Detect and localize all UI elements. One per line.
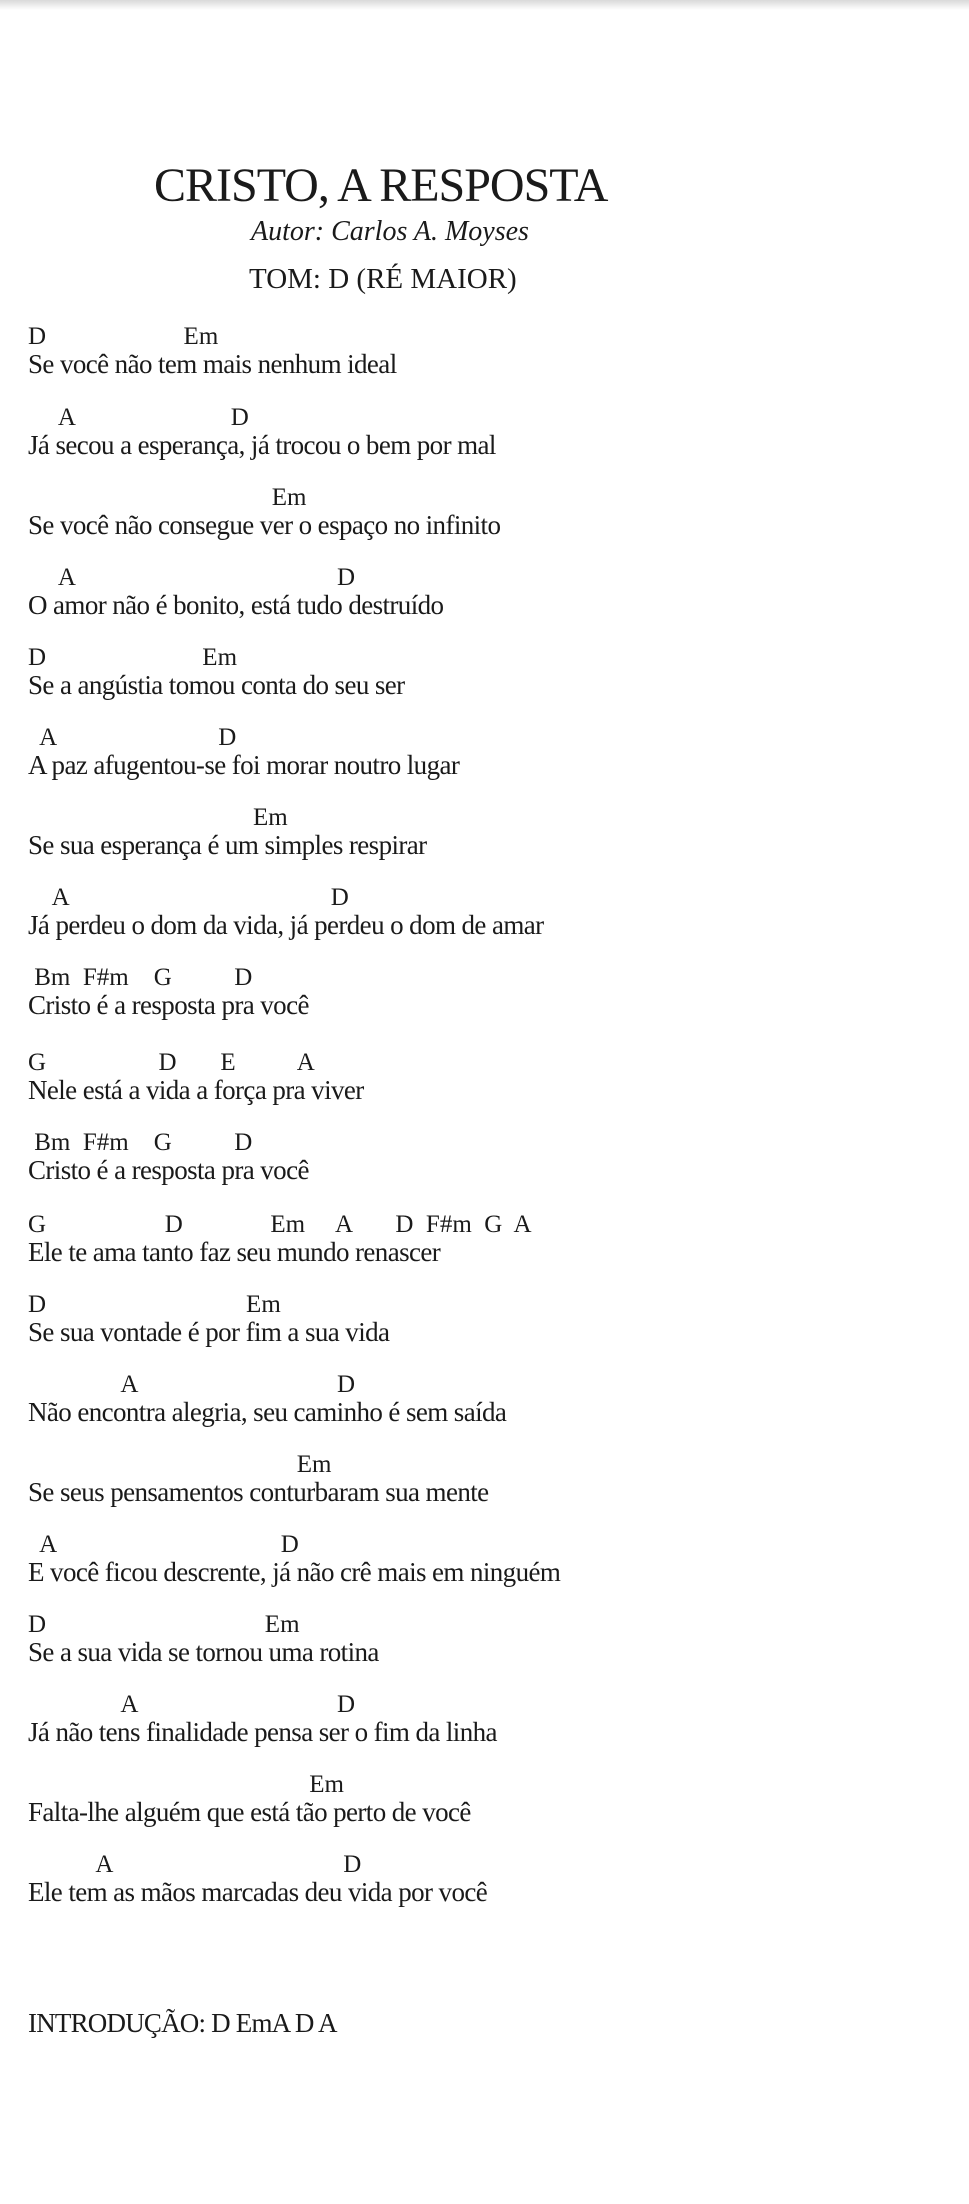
verse-line — [28, 1692, 928, 1752]
chord-line: A D — [28, 1531, 299, 1558]
chord-line: A D — [28, 564, 356, 591]
chord-line: A D — [28, 884, 349, 911]
chord-line: A D — [28, 1691, 356, 1718]
lyric-line: A paz afugentou-se foi morar noutro lugar — [28, 750, 460, 780]
chorus-line — [28, 1050, 928, 1110]
lyric-line: Já perdeu o dom da vida, já perdeu o dom de amar — [28, 910, 544, 940]
chorus-line — [28, 965, 928, 1025]
chorus-line — [28, 1212, 928, 1272]
chord-line: G D Em A D F#m G A — [28, 1211, 532, 1238]
lyric-line: Se a sua vida se tornou uma rotina — [28, 1637, 379, 1667]
lyric-line: Falta-lhe alguém que está tão perto de você — [28, 1797, 471, 1827]
verse-line — [28, 645, 928, 705]
verse-line — [28, 1772, 928, 1832]
chord-line: A D — [28, 404, 249, 431]
chord-line: D Em — [28, 1291, 281, 1318]
lyric-line: Não encontra alegria, seu caminho é sem saída — [28, 1397, 507, 1427]
chorus-line — [28, 1130, 928, 1190]
lyric-line: Ele tem as mãos marcadas deu vida por você — [28, 1877, 488, 1907]
lyric-line: O amor não é bonito, está tudo destruído — [28, 590, 444, 620]
verse-line — [28, 885, 928, 945]
verse-line — [28, 725, 928, 785]
lyric-line: Se você não tem mais nenhum ideal — [28, 349, 397, 379]
chord-line: Em — [28, 484, 307, 511]
chord-line: Em — [28, 1771, 344, 1798]
chord-line: G D E A — [28, 1049, 315, 1076]
chord-line: A D — [28, 724, 237, 751]
chord-line: D Em — [28, 1611, 300, 1638]
verse-line — [28, 1372, 928, 1432]
lyric-line: Se sua esperança é um simples respirar — [28, 830, 427, 860]
chord-line: Bm F#m G D — [28, 964, 253, 991]
verse-line — [28, 1612, 928, 1672]
chord-line: Bm F#m G D — [28, 1129, 253, 1156]
chord-line: A D — [28, 1371, 356, 1398]
verse-line — [28, 1532, 928, 1592]
lyric-line: Nele está a vida a força pra viver — [28, 1075, 364, 1105]
verse-line — [28, 565, 928, 625]
verse-line — [28, 1292, 928, 1352]
verse-line — [28, 805, 928, 865]
verse-line — [28, 324, 928, 384]
intro-chords: INTRODUÇÃO: D EmA D A — [28, 2008, 337, 2038]
verse-line — [28, 1452, 928, 1512]
lyric-line: Já secou a esperança, já trocou o bem por mal — [28, 430, 496, 460]
lyric-line: Cristo é a resposta pra você — [28, 990, 309, 1020]
lyric-line: Se sua vontade é por fim a sua vida — [28, 1317, 390, 1347]
lyric-line: Cristo é a resposta pra você — [28, 1155, 309, 1185]
verse-line — [28, 405, 928, 465]
chord-line: Em — [28, 804, 288, 831]
chord-line: A D — [28, 1851, 362, 1878]
lyric-line: Ele te ama tanto faz seu mundo renascer — [28, 1237, 441, 1267]
lyric-line: Se a angústia tomou conta do seu ser — [28, 670, 405, 700]
lyric-line: E você ficou descrente, já não crê mais em ninguém — [28, 1557, 561, 1587]
lyric-line: Se você não consegue ver o espaço no infinito — [28, 510, 501, 540]
lyric-line: Já não tens finalidade pensa ser o fim da linha — [28, 1717, 497, 1747]
song-title: CRISTO, A RESPOSTA — [154, 159, 608, 212]
chord-line: Em — [28, 1451, 332, 1478]
lyric-line: Se seus pensamentos conturbaram sua mente — [28, 1477, 489, 1507]
chord-line: D Em — [28, 323, 219, 350]
song-author: Autor: Carlos A. Moyses — [251, 216, 529, 247]
verse-line — [28, 1852, 928, 1912]
song-key: TOM: D (RÉ MAIOR) — [249, 263, 517, 295]
chord-line: D Em — [28, 644, 238, 671]
verse-line — [28, 485, 928, 545]
